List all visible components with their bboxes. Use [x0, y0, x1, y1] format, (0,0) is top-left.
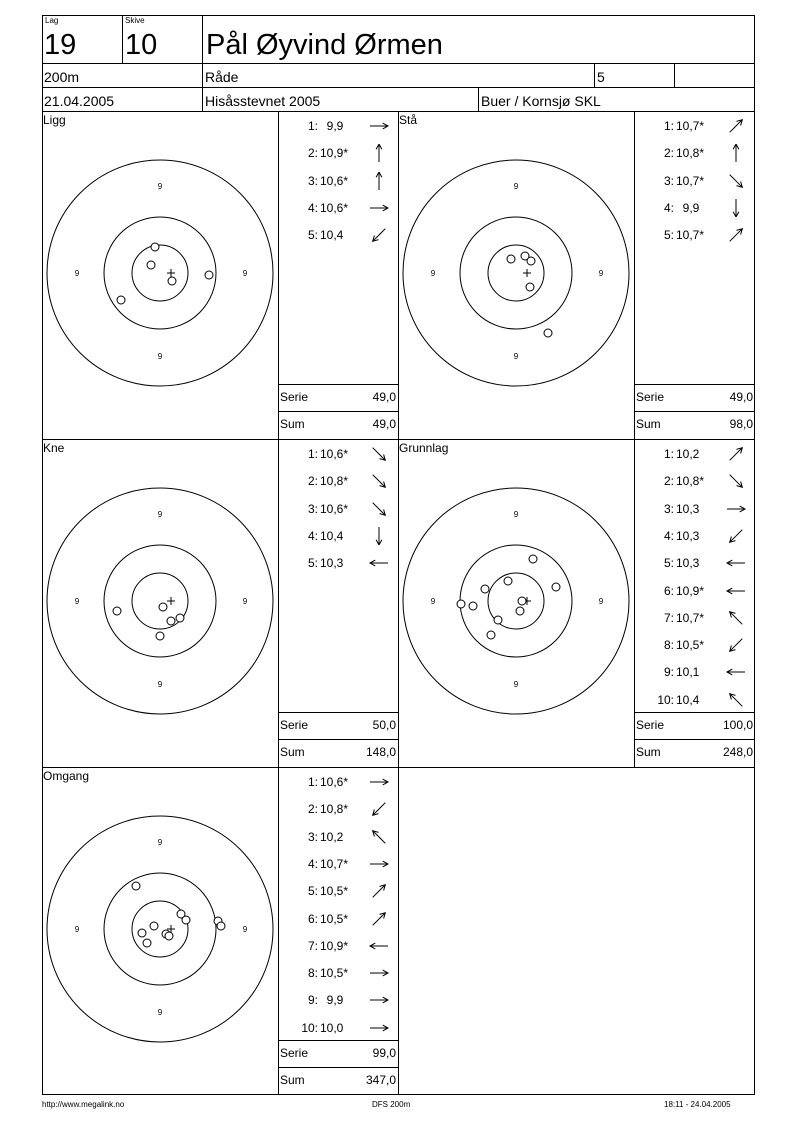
date: 21.04.2005 [44, 93, 115, 109]
divider [278, 384, 398, 385]
ring-label: 9 [74, 269, 80, 278]
target-face [398, 111, 634, 439]
shot-hole [143, 939, 151, 947]
direction-arrow-icon [725, 582, 747, 600]
direction-arrow-icon [368, 117, 390, 135]
shot-hole [487, 631, 495, 639]
serie-total: 50,0 [372, 718, 396, 732]
shot-hole [494, 616, 502, 624]
shot-score: 10,3 [320, 556, 344, 571]
shot-number: 5: [307, 556, 318, 571]
divider [634, 111, 635, 767]
divider [398, 767, 399, 1095]
shot-hole [217, 922, 225, 930]
shot-hole [529, 555, 537, 563]
serie-total: 49,0 [729, 390, 753, 404]
direction-arrow-icon [368, 991, 390, 1009]
shot-score: 10,6* [320, 447, 349, 461]
shot-score: 10,5* [320, 911, 349, 926]
shot-score: 9,9 [676, 200, 700, 215]
direction-arrow-icon [725, 226, 747, 244]
shot-number: 2: [663, 146, 674, 161]
divider [278, 712, 398, 713]
shot-score: 10,5* [320, 884, 349, 899]
shot-score: 10,9* [320, 938, 349, 953]
shot-score: 10,7* [320, 856, 349, 871]
shot-score: 10,6* [320, 501, 349, 516]
shot-hole [176, 614, 184, 622]
shot-number: 8: [663, 638, 674, 653]
direction-arrow-icon [368, 855, 390, 873]
shot-hole [205, 271, 213, 279]
direction-arrow-icon [725, 144, 747, 162]
shot-hole [167, 617, 175, 625]
divider [278, 411, 398, 412]
ring-label: 9 [598, 269, 604, 278]
panel-title: Ligg [43, 113, 66, 127]
direction-arrow-icon [368, 554, 390, 572]
divider [278, 111, 279, 1095]
ring-label: 9 [242, 269, 248, 278]
shot-hole [481, 585, 489, 593]
sum-label: Sum [280, 1073, 305, 1087]
shot-score: 10,6* [320, 200, 349, 215]
shot-hole [156, 632, 164, 640]
target-ring [132, 245, 188, 301]
shot-hole [469, 602, 477, 610]
direction-arrow-icon [725, 445, 747, 463]
shot-number: 5: [307, 228, 318, 243]
shot-hole [182, 916, 190, 924]
divider [594, 63, 595, 87]
target-face [42, 439, 278, 767]
direction-arrow-icon [368, 910, 390, 928]
ring-label: 9 [513, 680, 519, 689]
shot-score: 10,3 [676, 556, 700, 571]
shot-score: 10,8* [320, 802, 349, 817]
shot-score: 10,9* [676, 583, 705, 598]
ring-label: 9 [513, 510, 519, 519]
ring-label: 9 [157, 510, 163, 519]
serie-label: Serie [636, 718, 665, 732]
divider [634, 411, 755, 412]
shot-score: 10,7* [676, 228, 705, 243]
direction-arrow-icon [368, 445, 390, 463]
divider [634, 739, 755, 740]
shot-number: 3: [307, 173, 318, 188]
shot-score: 10,6* [320, 173, 349, 188]
shot-number: 2: [307, 802, 318, 817]
panel-title: Grunnlag [399, 441, 449, 455]
shot-hole [516, 607, 524, 615]
shot-number: 1: [663, 447, 674, 461]
shot-score: 10,4 [320, 228, 344, 243]
shot-hole [507, 255, 515, 263]
sum-label: Sum [636, 417, 661, 431]
ring-label: 9 [157, 838, 163, 847]
shot-number: 2: [307, 474, 318, 489]
shot-score: 10,7* [676, 119, 705, 133]
shot-number: 6: [307, 911, 318, 926]
footer-program: DFS 200m [372, 1100, 411, 1109]
ring-label: 9 [74, 925, 80, 934]
sum-total: 248,0 [722, 745, 753, 759]
skive-value: 10 [125, 29, 158, 61]
shot-score: 10,1 [676, 665, 700, 680]
direction-arrow-icon [368, 226, 390, 244]
divider [42, 63, 755, 64]
shot-hole [165, 932, 173, 940]
shot-score: 10,4 [320, 528, 344, 543]
direction-arrow-icon [725, 172, 747, 190]
sum-label: Sum [636, 745, 661, 759]
shot-score: 10,6* [320, 775, 349, 789]
target-ring [488, 245, 544, 301]
lag-value: 19 [44, 29, 77, 61]
ring-label: 9 [430, 269, 436, 278]
shot-number: 6: [663, 583, 674, 598]
direction-arrow-icon [368, 500, 390, 518]
shot-score: 10,3 [676, 528, 700, 543]
skive-label: Skive [125, 16, 145, 25]
ring-label: 9 [157, 182, 163, 191]
lag-label: Lag [45, 16, 59, 25]
ring-label: 9 [157, 1008, 163, 1017]
serie-label: Serie [636, 390, 665, 404]
direction-arrow-icon [368, 1019, 390, 1037]
shot-score: 10,8* [676, 146, 705, 161]
shot-number: 9: [663, 665, 674, 680]
direction-arrow-icon [725, 500, 747, 518]
shot-number: 10: [657, 692, 674, 707]
shot-number: 7: [307, 938, 318, 953]
direction-arrow-icon [725, 636, 747, 654]
ring-label: 9 [598, 597, 604, 606]
ring-label: 9 [74, 597, 80, 606]
shot-number: 2: [307, 146, 318, 161]
club-location: Råde [205, 69, 239, 85]
direction-arrow-icon [725, 199, 747, 217]
shot-number: 3: [307, 501, 318, 516]
divider [634, 384, 755, 385]
shot-hole [457, 600, 465, 608]
footer-timestamp: 18:11 - 24.04.2005 [664, 1100, 731, 1109]
direction-arrow-icon [725, 117, 747, 135]
shot-number: 5: [663, 556, 674, 571]
shot-number: 4: [307, 856, 318, 871]
direction-arrow-icon [725, 472, 747, 490]
panel-title: Stå [399, 113, 418, 127]
shot-score: 10,5* [676, 638, 705, 653]
shot-score: 10,8* [320, 474, 349, 489]
ring-label: 9 [242, 597, 248, 606]
shot-number: 1: [307, 119, 318, 133]
direction-arrow-icon [368, 882, 390, 900]
ring-label: 9 [157, 352, 163, 361]
shot-number: 9: [307, 993, 318, 1008]
ring-label: 9 [242, 925, 248, 934]
ring-label: 9 [430, 597, 436, 606]
shot-hole [147, 261, 155, 269]
shot-number: 3: [663, 501, 674, 516]
sum-label: Sum [280, 745, 305, 759]
shot-number: 8: [307, 966, 318, 981]
serie-total: 100,0 [722, 718, 753, 732]
shot-hole [526, 283, 534, 291]
serie-label: Serie [280, 390, 309, 404]
shot-number: 2: [663, 474, 674, 489]
direction-arrow-icon [368, 527, 390, 545]
shot-hole [527, 257, 535, 265]
direction-arrow-icon [725, 663, 747, 681]
direction-arrow-icon [368, 828, 390, 846]
sum-total: 347,0 [365, 1073, 396, 1087]
divider [634, 712, 755, 713]
shot-score: 9,9 [320, 993, 344, 1008]
direction-arrow-icon [725, 609, 747, 627]
serie-label: Serie [280, 1046, 309, 1060]
target-ring [104, 217, 216, 329]
shot-number: 4: [663, 528, 674, 543]
direction-arrow-icon [725, 554, 747, 572]
target-ring [460, 545, 572, 657]
shot-number: 5: [663, 228, 674, 243]
organizer: Buer / Kornsjø SKL [481, 93, 601, 109]
shot-number: 4: [307, 200, 318, 215]
sum-total: 49,0 [372, 417, 396, 431]
shot-score: 10,2 [676, 447, 700, 461]
direction-arrow-icon [368, 800, 390, 818]
ring-label: 9 [157, 680, 163, 689]
shot-hole [552, 583, 560, 591]
footer-url[interactable]: http://www.megalink.no [42, 1100, 125, 1109]
shot-score: 10,7* [676, 610, 705, 625]
shot-score: 10,3 [676, 501, 700, 516]
shot-hole [138, 929, 146, 937]
shot-hole [151, 243, 159, 251]
panel-title: Kne [43, 441, 65, 455]
divider [674, 63, 675, 87]
shot-score: 10,7* [676, 173, 705, 188]
ring-label: 9 [513, 352, 519, 361]
shot-hole [150, 922, 158, 930]
class-value: 5 [597, 69, 605, 85]
shot-hole [159, 603, 167, 611]
direction-arrow-icon [368, 472, 390, 490]
serie-total: 99,0 [372, 1046, 396, 1060]
shot-score: 10,2 [320, 829, 344, 844]
shot-number: 4: [663, 200, 674, 215]
direction-arrow-icon [368, 964, 390, 982]
shot-score: 10,9* [320, 146, 349, 161]
shot-number: 1: [307, 447, 318, 461]
shot-number: 4: [307, 528, 318, 543]
target-face [398, 439, 634, 767]
shot-score: 9,9 [320, 119, 344, 133]
shot-hole [518, 597, 526, 605]
distance: 200m [44, 69, 80, 85]
shot-hole [168, 277, 176, 285]
target-ring [104, 873, 216, 985]
divider [122, 15, 123, 63]
shot-number: 1: [307, 775, 318, 789]
aim-cross [167, 269, 175, 277]
target-face [42, 111, 278, 439]
sum-label: Sum [280, 417, 305, 431]
shot-number: 3: [663, 173, 674, 188]
shot-number: 1: [663, 119, 674, 133]
shot-hole [117, 296, 125, 304]
divider [278, 739, 398, 740]
direction-arrow-icon [368, 199, 390, 217]
aim-cross [167, 597, 175, 605]
ring-label: 9 [513, 182, 519, 191]
aim-cross [523, 269, 531, 277]
shooter-name: Pål Øyvind Ørmen [206, 29, 443, 61]
shot-hole [132, 882, 140, 890]
shot-number: 7: [663, 610, 674, 625]
shot-number: 5: [307, 884, 318, 899]
direction-arrow-icon [725, 691, 747, 709]
shot-hole [544, 329, 552, 337]
divider [42, 87, 755, 88]
sum-total: 148,0 [365, 745, 396, 759]
direction-arrow-icon [368, 144, 390, 162]
direction-arrow-icon [368, 937, 390, 955]
divider [278, 1067, 398, 1068]
shot-score: 10,0 [320, 1020, 344, 1035]
shot-score: 10,5* [320, 966, 349, 981]
direction-arrow-icon [368, 773, 390, 791]
shot-score: 10,8* [676, 474, 705, 489]
shot-number: 3: [307, 829, 318, 844]
divider [278, 1040, 398, 1041]
shot-hole [113, 607, 121, 615]
serie-total: 49,0 [372, 390, 396, 404]
direction-arrow-icon [725, 527, 747, 545]
shot-score: 10,4 [676, 692, 700, 707]
shot-hole [504, 577, 512, 585]
shot-number: 10: [301, 1020, 318, 1035]
target-face [42, 767, 278, 1095]
divider [478, 87, 479, 111]
direction-arrow-icon [368, 172, 390, 190]
serie-label: Serie [280, 718, 309, 732]
sum-total: 98,0 [729, 417, 753, 431]
event-name: Hisåsstevnet 2005 [205, 93, 321, 109]
target-ring [460, 217, 572, 329]
panel-title: Omgang [43, 769, 90, 783]
